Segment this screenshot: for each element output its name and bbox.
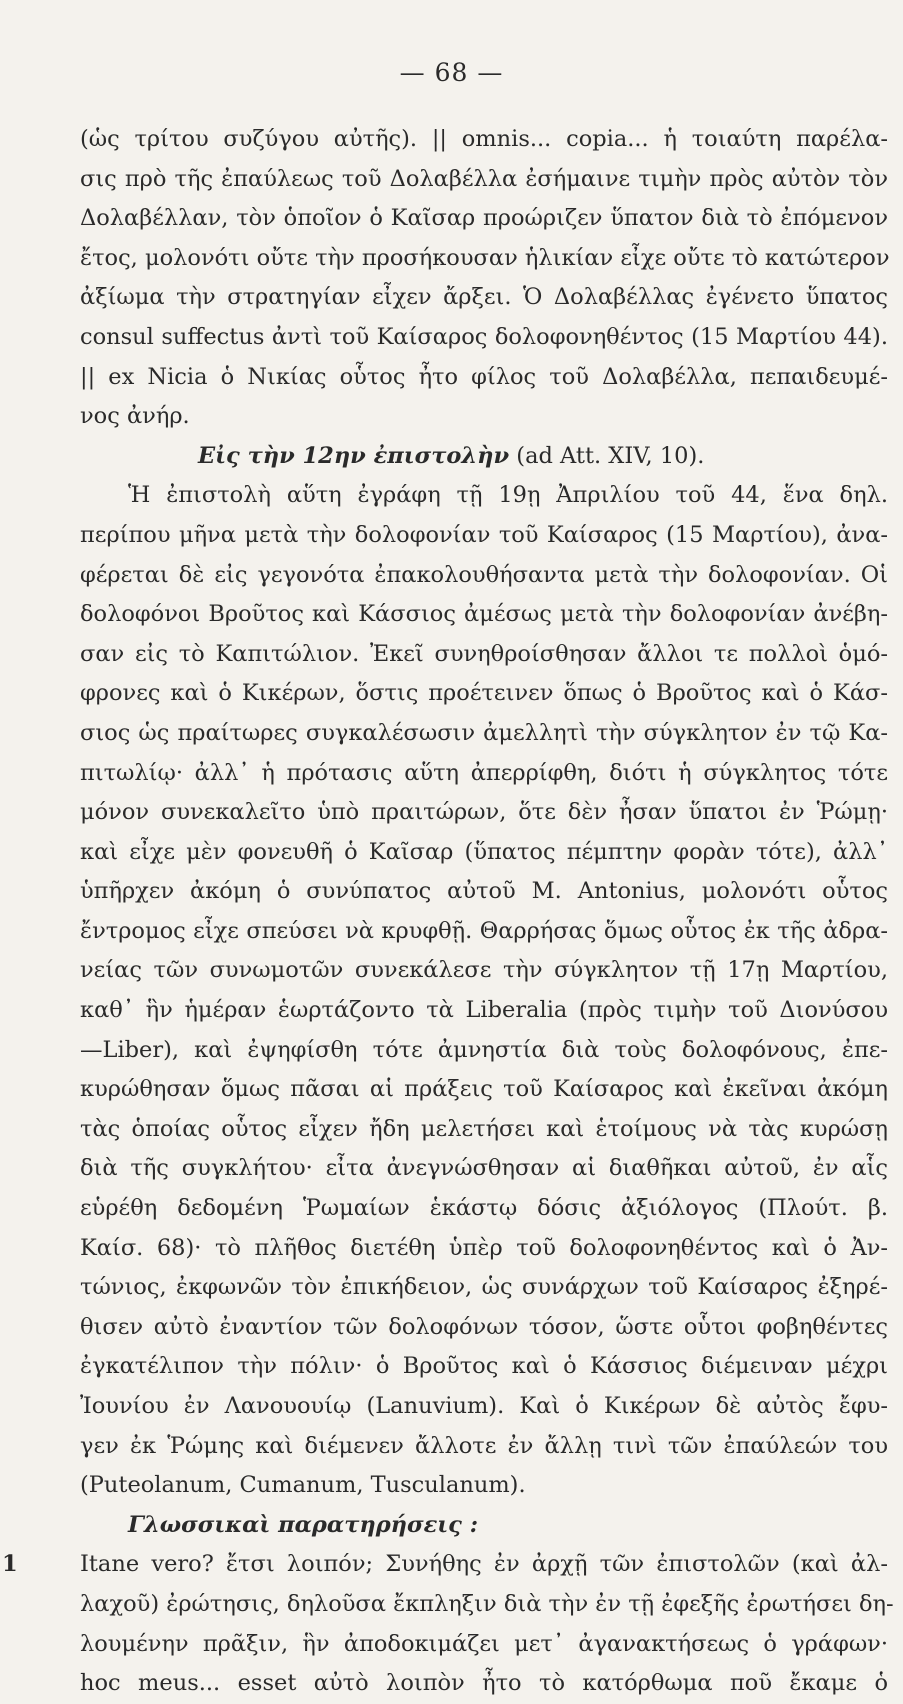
- text-line: ἔντρομος εἶχε σπεύσει νὰ κρυφθῇ. Θαρρήσας ὅμως οὗτος ἐκ τῆς ἀδρα-: [80, 917, 888, 944]
- text-line: σιος ὡς πραίτωρες συγκαλέσωσιν ἀμελλητὶ τὴν σύγκλητον ἐν τῷ Κα-: [80, 719, 888, 746]
- text-line: consul suffectus ἀντὶ τοῦ Καίσαρος δολοφονηθέντος (15 Μαρτίου 44).: [80, 323, 888, 350]
- note-line: [2, 1545, 888, 1585]
- text-line: Ἡ ἐπιστολὴ αὕτη ἐγράφη τῇ 19ῃ Ἀπριλίου τοῦ 44, ἕνα δηλ.: [128, 482, 888, 509]
- page-number: — 68 —: [399, 58, 504, 87]
- notes-heading: Γλωσσικαὶ παρατηρήσεις :: [128, 1511, 479, 1538]
- text-line: κυρώθησαν ὅμως πᾶσαι αἱ πράξεις τοῦ Καίσαρος καὶ ἐκεῖναι ἀκόμη: [80, 1076, 888, 1103]
- text-line: δολοφόνοι Βροῦτος καὶ Κάσσιος ἀμέσως μετὰ τὴν δολοφονίαν ἀνέβη-: [80, 601, 888, 628]
- text-line: ἀξίωμα τὴν στρατηγίαν εἶχεν ἄρξει. Ὁ Δολαβέλλας ἐγένετο ὕπατος: [80, 284, 888, 311]
- text-line: ἐγκατέλιπον τὴν πόλιν· ὁ Βροῦτος καὶ ὁ Κάσσιος διέμειναν μέχρι: [80, 1353, 888, 1380]
- text-line: (ὡς τρίτου συζύγου αὐτῆς). || omnis... copia... ἡ τοιαύτη παρέλα-: [80, 126, 888, 152]
- text-line: || ex Nicia ὁ Νικίας οὗτος ἦτο φίλος τοῦ Δολαβέλλα, πεπαιδευμέ-: [80, 363, 888, 390]
- text-line: καθ᾽ ἣν ἡμέραν ἑωρτάζοντο τὰ Liberalia (πρὸς τιμὴν τοῦ Διονύσου: [80, 997, 888, 1024]
- text-line: ἔτος, μολονότι οὔτε τὴν προσήκουσαν ἡλικίαν εἶχε οὔτε τὸ κατώτερον: [80, 244, 890, 271]
- text-line: πιτωλίῳ· ἀλλ᾽ ἡ πρότασις αὕτη ἀπερρίφθη, διότι ἡ σύγκλητος τότε: [80, 759, 888, 786]
- text-line: Δολαβέλλαν, τὸν ὁποῖον ὁ Καῖσαρ προώριζεν ὕπατον διὰ τὸ ἐπόμενον: [80, 205, 888, 232]
- text-line: νείας τῶν συνωμοτῶν συνεκάλεσε τὴν σύγκλητον τῇ 17ῃ Μαρτίου,: [80, 957, 888, 984]
- text-line: (Puteolanum, Cumanum, Tusculanum).: [80, 1472, 526, 1499]
- text-line: —Liber), καὶ ἐψηφίσθη τότε ἀμνηστία διὰ τοὺς δολοφόνους, ἐπε-: [80, 1036, 888, 1063]
- text-line: τώνιος, ἐκφωνῶν τὸν ἐπικήδειον, ὡς συνάρχων τοῦ Καίσαρος ἐξηρέ-: [80, 1274, 888, 1301]
- note-line: λουμένην πρᾶξιν, ἣν ἀποδοκιμάζει μετ᾽ ἀγανακτήσεως ὁ γράφων·: [80, 1630, 888, 1657]
- text-line: Ἰουνίου ἐν Λανουουίῳ (Lanuvium). Καὶ ὁ Κικέρων δὲ αὐτὸς ἔφυ-: [80, 1393, 888, 1419]
- text-line: διὰ τῆς συγκλήτου· εἶτα ἀνεγνώσθησαν αἱ διαθῆκαι αὐτοῦ, ἐν αἷς: [80, 1155, 888, 1182]
- text-line: νος ἀνήρ.: [80, 403, 190, 430]
- section-heading-ref: (ad Att. XIV, 10).: [509, 442, 705, 469]
- note-text: Itane vero? ἔτσι λοιπόν; Συνήθης ἐν ἀρχῇ τῶν ἐπιστολῶν (καὶ ἀλ-: [80, 1551, 888, 1578]
- text-line: καὶ εἶχε μὲν φονευθῆ ὁ Καῖσαρ (ὕπατος πέμπτην φορὰν τότε), ἀλλ᾽: [80, 838, 888, 865]
- text-line: θισεν αὐτὸ ἐναντίον τῶν δολοφόνων τόσον, ὥστε οὗτοι φοβηθέντες: [80, 1313, 888, 1340]
- text-line: φρονες καὶ ὁ Κικέρων, ὅστις προέτεινεν ὅπως ὁ Βροῦτος καὶ ὁ Κάσ-: [80, 680, 888, 707]
- text-line: περίπου μῆνα μετὰ τὴν δολοφονίαν τοῦ Καίσαρος (15 Μαρτίου), ἀνα-: [80, 521, 888, 548]
- text-line: σις πρὸ τῆς ἐπαύλεως τοῦ Δολαβέλλα ἐσήμαινε τιμὴν πρὸς αὐτὸν τὸν: [80, 165, 888, 192]
- text-line: Καίσ. 68)· τὸ πλῆθος διετέθη ὑπὲρ τοῦ δολοφονηθέντος καὶ ὁ Ἀν-: [80, 1234, 888, 1261]
- text-line: τὰς ὁποίας οὗτος εἶχεν ἤδη μελετήσει καὶ ἑτοίμους νὰ τὰς κυρώσῃ: [80, 1115, 888, 1142]
- text-line: σαν εἰς τὸ Καπιτώλιον. Ἐκεῖ συνηθροίσθησαν ἄλλοι τε πολλοὶ ὁμό-: [80, 640, 888, 667]
- note-line: hoc meus... esset αὐτὸ λοιπὸν ἦτο τὸ κατόρθωμα ποῦ ἔκαμε ὁ: [80, 1670, 888, 1697]
- section-heading: [80, 437, 888, 477]
- text-line: μόνον συνεκαλεῖτο ὑπὸ πραιτώρων, ὅτε δὲν ἦσαν ὕπατοι ἐν Ῥώμῃ·: [80, 799, 888, 826]
- text-body: [2, 120, 894, 1704]
- note-marker: 1: [2, 1551, 18, 1578]
- text-line: ὑπῆρχεν ἀκόμη ὁ συνύπατος αὐτοῦ M. Antonius, μολονότι οὗτος: [80, 878, 888, 905]
- text-line: εὑρέθη δεδομένη Ῥωμαίων ἑκάστῳ δόσις ἀξιόλογος (Πλούτ. β.: [80, 1195, 888, 1222]
- note-line: λαχοῦ) ἐρώτησις, δηλοῦσα ἔκπληξιν διὰ τὴν ἐν τῇ ἐφεξῆς ἐρωτήσει δη-: [80, 1590, 894, 1617]
- text-line: φέρεται δὲ εἰς γεγονότα ἐπακολουθήσαντα μετὰ τὴν δολοφονίαν. Οἱ: [80, 561, 888, 588]
- text-line: γεν ἐκ Ῥώμης καὶ διέμενεν ἄλλοτε ἐν ἄλλῃ τινὶ τῶν ἐπαύλεών του: [80, 1432, 888, 1459]
- section-heading-title: Εἰς τὴν 12ην ἐπιστολὴν: [198, 442, 510, 469]
